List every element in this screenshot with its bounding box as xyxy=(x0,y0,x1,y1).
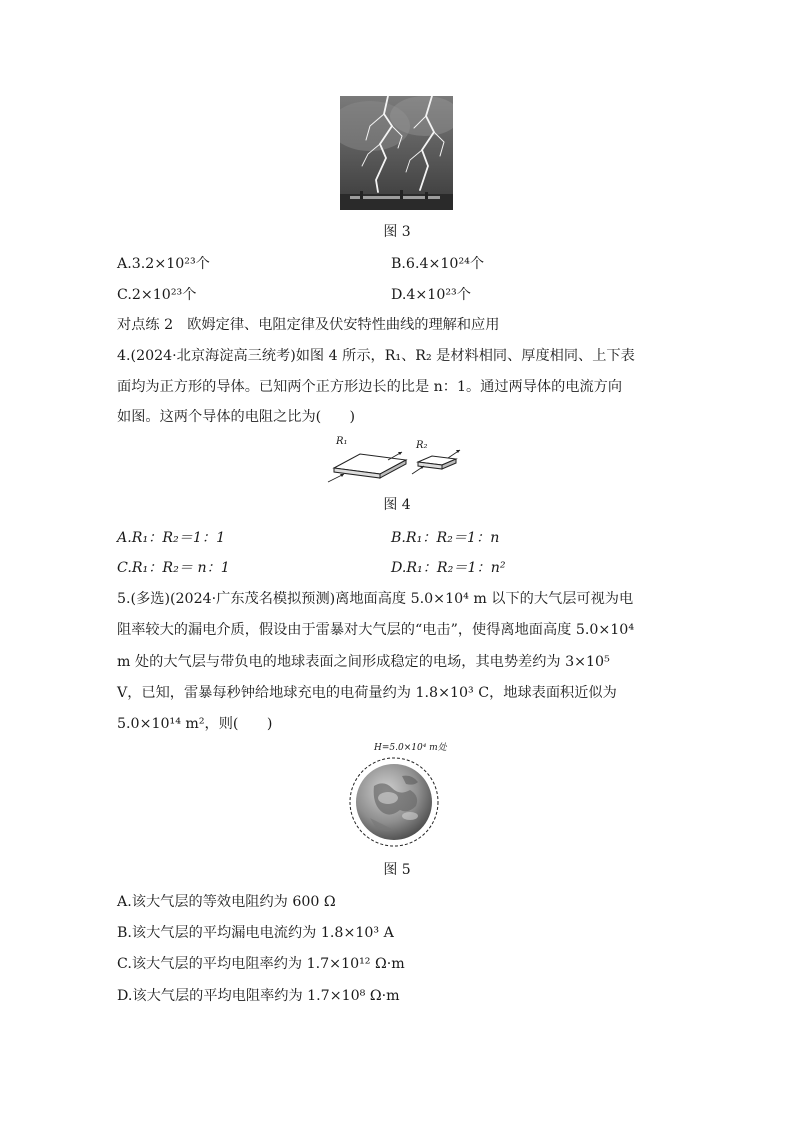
figure-4-label-r2: R₂ xyxy=(416,440,428,451)
q5-line-2: 阻率较大的漏电介质，假设由于雷暴对大气层的“电击”，使得离地面高度 5.0×10⁴ xyxy=(117,622,635,638)
figure-4-conductors xyxy=(326,436,470,484)
q4-option-a: A.R₁：R₂＝1：1 xyxy=(117,530,226,546)
q4-line-2: 面均为正方形的导体。已知两个正方形边长的比是 n：1。通过两导体的电流方向 xyxy=(117,379,623,395)
q4-option-c: C.R₁：R₂＝ n：1 xyxy=(117,560,230,576)
figure-5-earth xyxy=(330,740,470,848)
q4-line-3: 如图。这两个导体的电阻之比为( ) xyxy=(117,409,356,425)
q3-option-c: C.2×10²³个 xyxy=(117,287,197,303)
figure-5-caption: 图 5 xyxy=(383,862,411,878)
figure-3-caption: 图 3 xyxy=(383,224,411,240)
q5-option-a: A.该大气层的等效电阻约为 600 Ω xyxy=(117,894,336,910)
figure-5-height-label: H=5.0×10⁴ m处 xyxy=(374,743,447,753)
q5-line-4: V，已知，雷暴每秒钟给地球充电的电荷量约为 1.8×10³ C，地球表面积近似为 xyxy=(117,685,617,701)
figure-4-label-r1: R₁ xyxy=(336,436,348,447)
lightning-image xyxy=(340,96,453,210)
q3-option-b: B.6.4×10²⁴个 xyxy=(391,256,485,272)
q5-line-5: 5.0×10¹⁴ m²，则( ) xyxy=(117,716,273,732)
figure-4-caption: 图 4 xyxy=(383,497,411,513)
q5-line-3: m 处的大气层与带负电的地球表面之间形成稳定的电场，其电势差约为 3×10⁵ xyxy=(117,654,610,670)
q3-option-d: D.4×10²³个 xyxy=(391,287,471,303)
section-heading: 对点练 2 欧姆定律、电阻定律及伏安特性曲线的理解和应用 xyxy=(117,317,500,333)
q5-option-c: C.该大气层的平均电阻率约为 1.7×10¹² Ω·m xyxy=(117,956,405,972)
q4-option-d: D.R₁：R₂＝1：n² xyxy=(391,560,506,576)
q5-line-1: 5.(多选)(2024·广东茂名模拟预测)离地面高度 5.0×10⁴ m 以下的大气层可视为电 xyxy=(117,591,634,607)
earth-globe xyxy=(330,740,470,848)
q3-option-a: A.3.2×10²³个 xyxy=(117,256,210,272)
q5-option-d: D.该大气层的平均电阻率约为 1.7×10⁸ Ω·m xyxy=(117,988,400,1004)
q4-line-1: 4.(2024·北京海淀高三统考)如图 4 所示，R₁、R₂ 是材料相同、厚度相同、上下表 xyxy=(117,348,635,364)
lightning-photo xyxy=(340,96,453,210)
q5-option-b: B.该大气层的平均漏电电流约为 1.8×10³ A xyxy=(117,925,394,941)
q4-option-b: B.R₁：R₂＝1：n xyxy=(391,530,500,546)
